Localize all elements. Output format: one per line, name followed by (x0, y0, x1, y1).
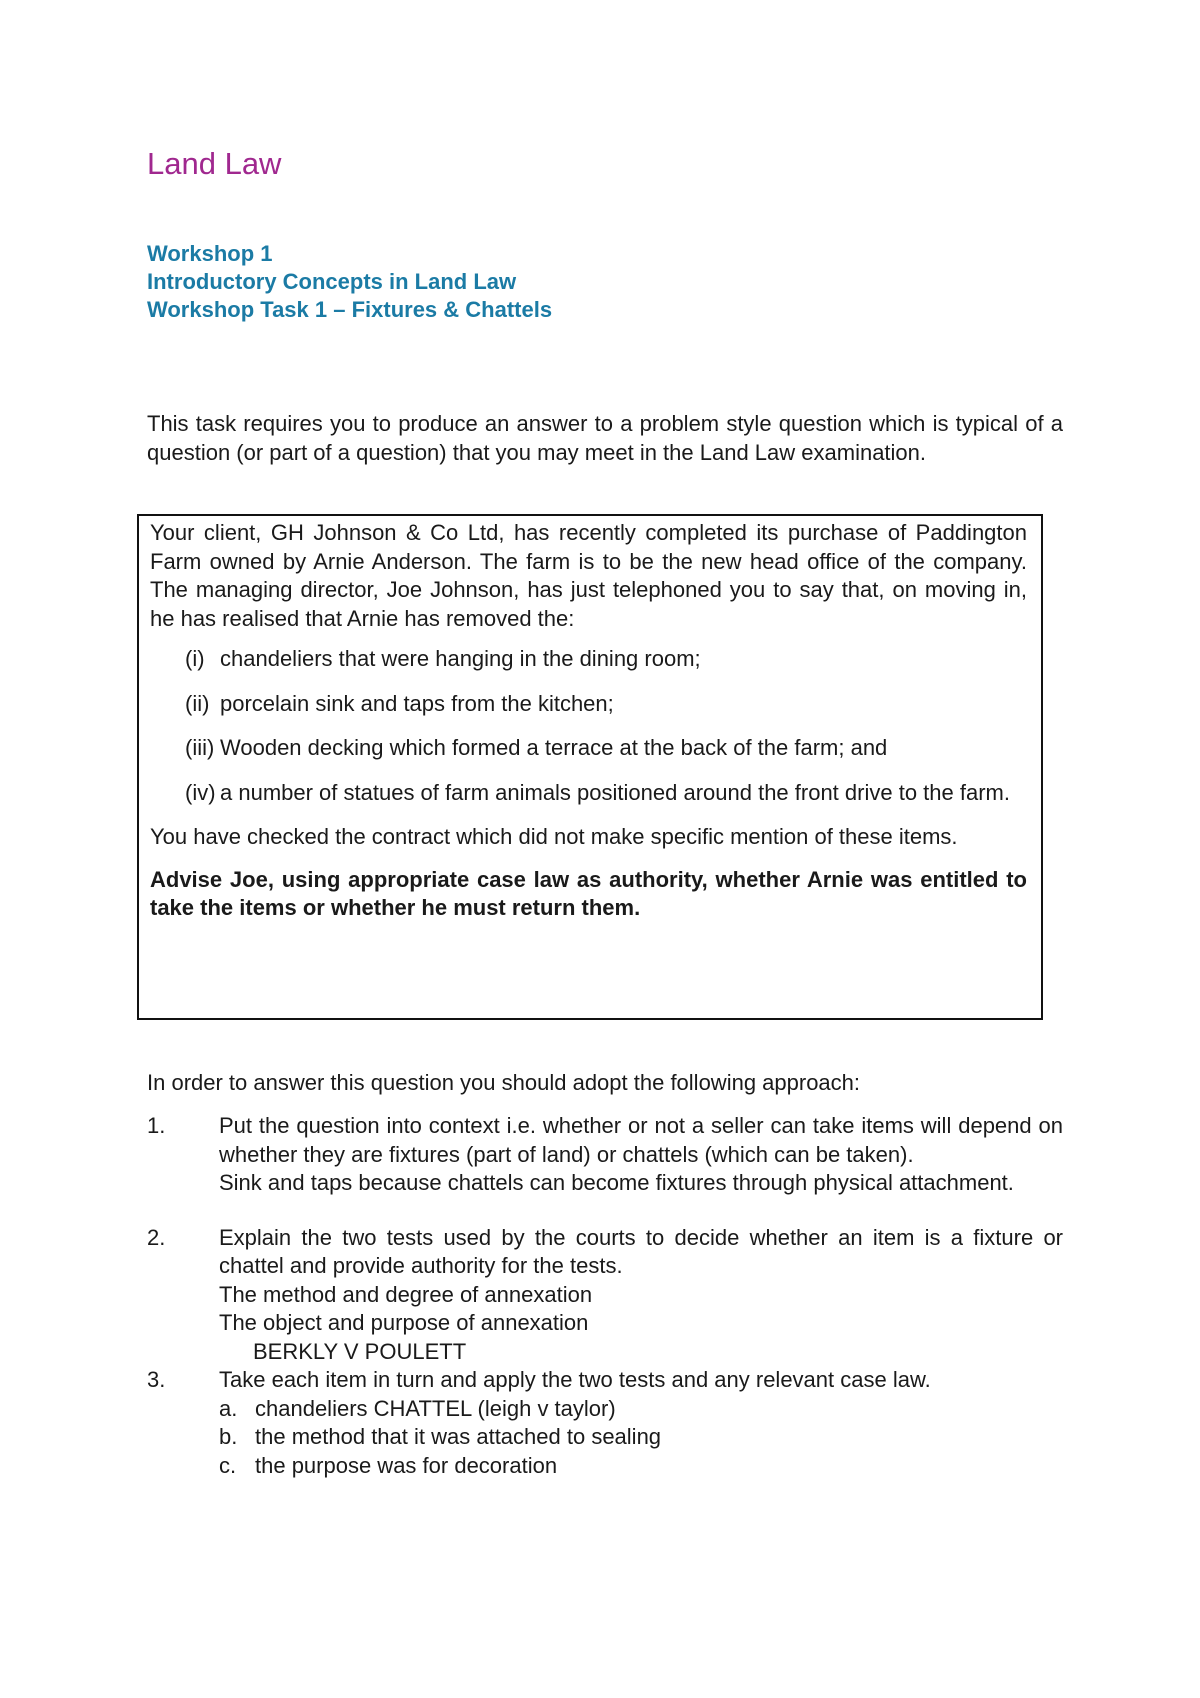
sub-number: c. (219, 1452, 237, 1478)
step-1 (147, 1112, 1063, 1198)
step-line: Put the question into context i.e. whether or not a seller can take items will depend on whether they are fixtures (part of land) or chattels (which can be taken). (219, 1113, 1063, 1167)
workshop-task-title: Workshop Task 1 – Fixtures & Chattels (147, 297, 553, 322)
step-line: The object and purpose of annexation (219, 1310, 589, 1335)
list-item (150, 734, 1027, 763)
step-line: The method and degree of annexation (219, 1281, 593, 1307)
workshop-topic: Introductory Concepts in Land Law (147, 269, 517, 294)
step-number: 3. (147, 1367, 166, 1392)
removed-items-list (150, 645, 1027, 807)
problem-question-box (137, 514, 1043, 1020)
step-line: Take each item in turn and apply the two tests and any relevant case law. (219, 1367, 931, 1392)
item-text: chandeliers that were hanging in the dining room; (220, 646, 701, 671)
scenario-paragraph: Your client, GH Johnson & Co Ltd, has recently completed its purchase of Paddington Farm owned by Arnie Anderson. The farm is to be the new head office of the company. The managing director, Joe Johnson, has just telephoned you to say that, on moving in, he has realised that Arnie has removed the: (150, 520, 1027, 631)
step-number: 2. (147, 1224, 166, 1250)
sub-text: chandeliers CHATTEL (leigh v taylor) (255, 1395, 616, 1421)
step-line: Explain the two tests used by the courts to decide whether an item is a fixture or chattel and provide authority for the tests. (219, 1224, 1063, 1278)
step-body (219, 1224, 1063, 1367)
step-body (219, 1366, 1063, 1480)
advise-instruction: Advise Joe, using appropriate case law as authority, whether Arnie was entitled to take the items or whether he must return them. (150, 866, 1027, 920)
item-text: a number of statues of farm animals positioned around the front drive to the farm. (220, 779, 1010, 805)
item-number: (iii) (185, 735, 215, 760)
step-number: 1. (147, 1113, 166, 1138)
sub-number: a. (219, 1395, 238, 1421)
item-number: (iv) (185, 779, 216, 805)
item-text: Wooden decking which formed a terrace at the back of the farm; and (220, 735, 888, 760)
approach-lead: In order to answer this question you should adopt the following approach: (147, 1070, 861, 1095)
list-item (219, 1423, 1063, 1452)
contract-paragraph: You have checked the contract which did not make specific mention of these items. (150, 824, 958, 849)
case-authority: BERKLY V POULETT (253, 1338, 467, 1364)
document-title: Land Law (147, 146, 282, 181)
step-body (219, 1112, 1063, 1198)
item-text: porcelain sink and taps from the kitchen; (220, 690, 614, 716)
sub-number: b. (219, 1424, 238, 1449)
step-2 (147, 1224, 1063, 1367)
sub-text: the method that it was attached to sealing (255, 1424, 662, 1449)
workshop-headings (147, 240, 552, 324)
list-item (150, 645, 1027, 674)
item-analysis-list (219, 1395, 1063, 1481)
list-item (219, 1395, 1063, 1424)
list-item (150, 779, 1027, 808)
approach-steps (147, 1112, 1063, 1480)
workshop-number: Workshop 1 (147, 241, 273, 266)
step-line: Sink and taps because chattels can become fixtures through physical attachment. (219, 1170, 1014, 1195)
list-item (150, 690, 1027, 719)
sub-text: the purpose was for decoration (255, 1452, 558, 1478)
item-number: (i) (185, 646, 205, 671)
step-3 (147, 1366, 1063, 1480)
item-number: (ii) (185, 690, 210, 716)
intro-paragraph: This task requires you to produce an answer to a problem style question which is typical of a question (or part of a question) that you may meet in the Land Law examination. (147, 411, 1063, 465)
list-item (219, 1452, 1063, 1481)
